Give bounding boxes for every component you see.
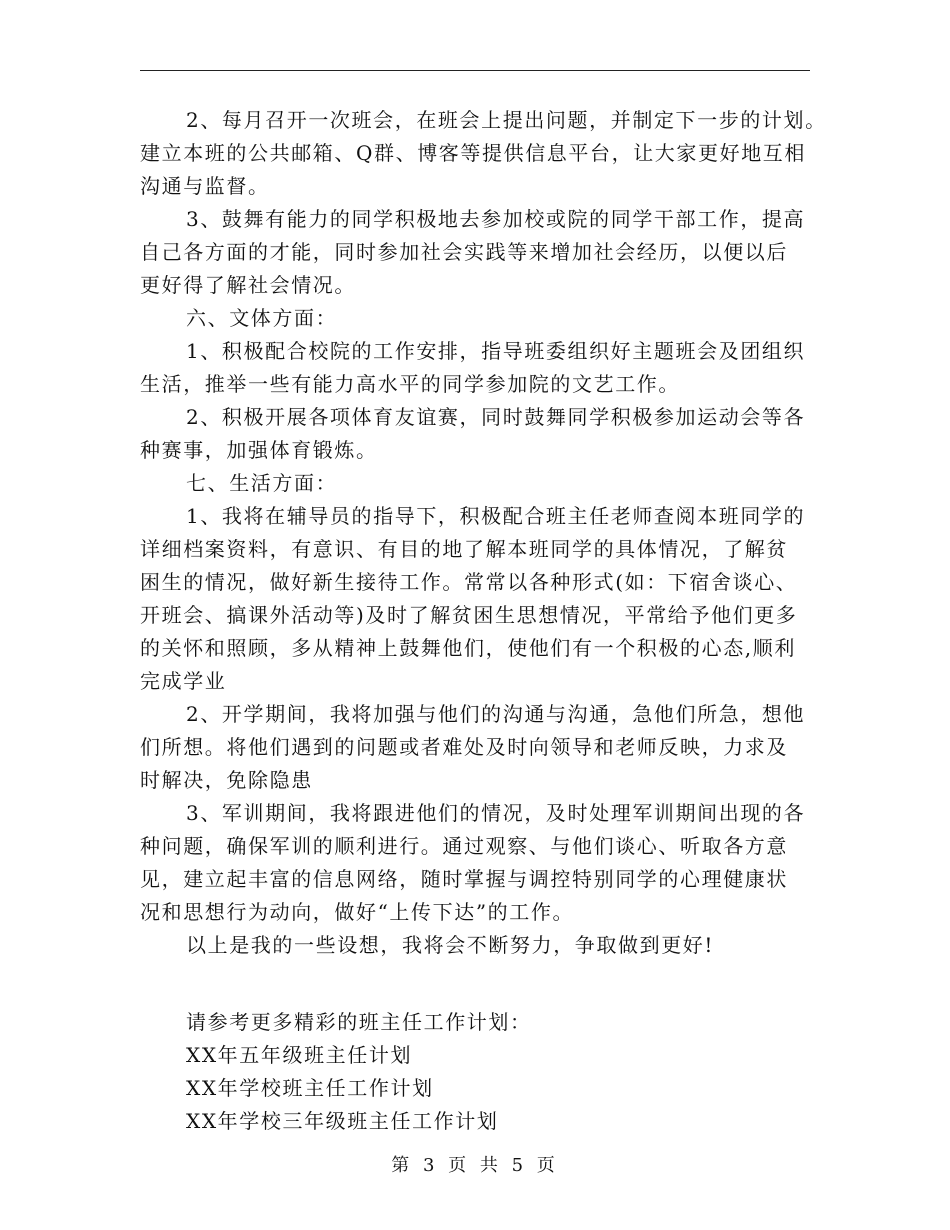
paragraph-line: 种赛事，加强体育锻炼。 xyxy=(140,438,378,462)
spacer xyxy=(140,962,820,1006)
paragraph-line: 生活，推举一些有能力高水平的同学参加院的文艺工作。 xyxy=(140,372,680,396)
paragraph-line: 况和思想行为动向，做好“上传下达”的工作。 xyxy=(140,900,575,924)
paragraph-line: 们所想。将他们遇到的问题或者难处及时向领导和老师反映，力求及 xyxy=(140,735,788,759)
paragraph-line: 1、积极配合校院的工作安排，指导班委组织好主题班会及团组织 xyxy=(186,339,806,363)
header-rule xyxy=(140,70,810,71)
paragraph-line: 2、开学期间，我将加强与他们的沟通与沟通，急他们所急，想他 xyxy=(186,702,806,726)
paragraph-line: 2、积极开展各项体育友谊赛，同时鼓舞同学积极参加运动会等各 xyxy=(186,405,806,429)
paragraph-line: 的关怀和照顾，多从精神上鼓舞他们，使他们有一个积极的心态,顺利 xyxy=(140,636,796,660)
paragraph-line: 1、我将在辅导员的指导下，积极配合班主任老师查阅本班同学的 xyxy=(186,504,806,528)
related-link[interactable]: XX年五年级班主任计划 xyxy=(186,1043,413,1067)
paragraph-line: 3、军训期间，我将跟进他们的情况，及时处理军训期间出现的各 xyxy=(186,801,806,825)
related-link[interactable]: XX年学校班主任工作计划 xyxy=(186,1076,434,1100)
closing-line: 以上是我的一些设想，我将会不断努力，争取做到更好! xyxy=(186,933,715,957)
paragraph-line: 时解决，免除隐患 xyxy=(140,768,313,792)
paragraph-line: 2、每月召开一次班会，在班会上提出问题，并制定下一步的计划。 xyxy=(186,108,827,132)
paragraph-line: 种问题，确保军训的顺利进行。通过观察、与他们谈心、听取各方意 xyxy=(140,834,788,858)
section-heading: 六、文体方面： xyxy=(186,306,338,330)
related-link[interactable]: XX年学校三年级班主任工作计划 xyxy=(186,1109,499,1133)
paragraph-line: 困生的情况，做好新生接待工作。常常以各种形式(如：下宿舍谈心、 xyxy=(140,570,798,594)
paragraph-line: 完成学业 xyxy=(140,669,227,693)
paragraph-line: 3、鼓舞有能力的同学积极地去参加校或院的同学干部工作，提高 xyxy=(186,207,806,231)
paragraph-line: 开班会、搞课外活动等)及时了解贫困生思想情况，平常给予他们更多 xyxy=(140,603,798,627)
paragraph-line: 自己各方面的才能，同时参加社会实践等来增加社会经历，以便以后 xyxy=(140,240,788,264)
related-heading: 请参考更多精彩的班主任工作计划： xyxy=(186,1010,532,1034)
paragraph-line: 沟通与监督。 xyxy=(140,174,270,198)
document-body xyxy=(140,104,827,1138)
page-number: 第 3 页 共 5 页 xyxy=(391,1155,559,1176)
paragraph-line: 更好得了解社会情况。 xyxy=(140,273,356,297)
paragraph-line: 见，建立起丰富的信息网络，随时掌握与调控特别同学的心理健康状 xyxy=(140,867,788,891)
paragraph-line: 详细档案资料，有意识、有目的地了解本班同学的具体情况，了解贫 xyxy=(140,537,788,561)
section-heading: 七、生活方面： xyxy=(186,471,338,495)
paragraph-line: 建立本班的公共邮箱、Q群、博客等提供信息平台，让大家更好地互相 xyxy=(140,141,806,165)
